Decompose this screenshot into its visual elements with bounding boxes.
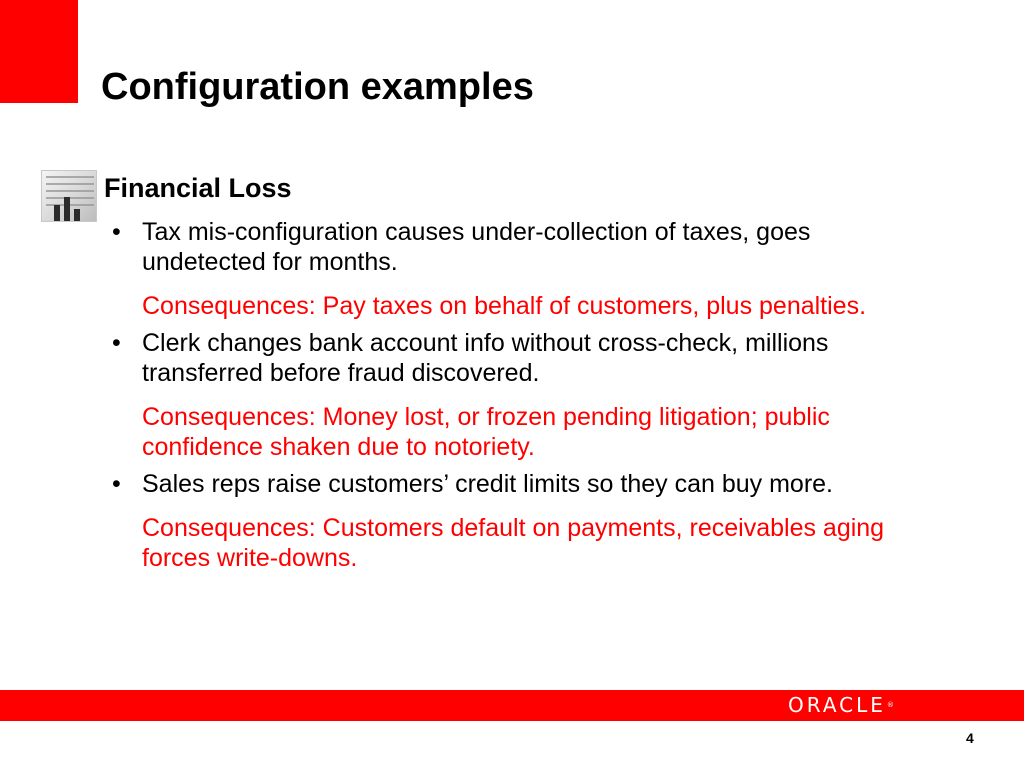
bullet-marker: • — [112, 218, 121, 246]
corner-accent-block — [0, 0, 78, 103]
list-item-text: Tax mis-configuration causes under-collection of taxes, goes undetected for months. — [142, 218, 811, 276]
consequence-text: Consequences: Money lost, or frozen pending litigation; public confidence shaken due to notoriety. — [142, 403, 830, 461]
oracle-logo — [788, 692, 894, 719]
bullet-marker: • — [112, 329, 121, 357]
financial-report-image — [41, 170, 97, 222]
list-item — [112, 328, 912, 462]
page-number: 4 — [966, 730, 974, 746]
bullet-list — [112, 217, 912, 580]
consequence-text: Consequences: Customers default on payments, receivables aging forces write-downs. — [142, 514, 885, 572]
consequence-text: Consequences: Pay taxes on behalf of customers, plus penalties. — [142, 292, 867, 320]
footer-bar — [0, 690, 1024, 721]
list-item — [112, 469, 912, 573]
bullet-marker: • — [112, 470, 121, 498]
list-item-text: Sales reps raise customers’ credit limits so they can buy more. — [142, 470, 833, 498]
brand-name: ORACLE — [788, 693, 886, 717]
registered-mark: ® — [886, 701, 894, 709]
list-item — [112, 217, 912, 321]
slide-title: Configuration examples — [101, 66, 534, 108]
list-item-text: Clerk changes bank account info without cross-check, millions transferred before fraud discovered. — [142, 329, 829, 387]
section-heading: Financial Loss — [104, 173, 292, 203]
